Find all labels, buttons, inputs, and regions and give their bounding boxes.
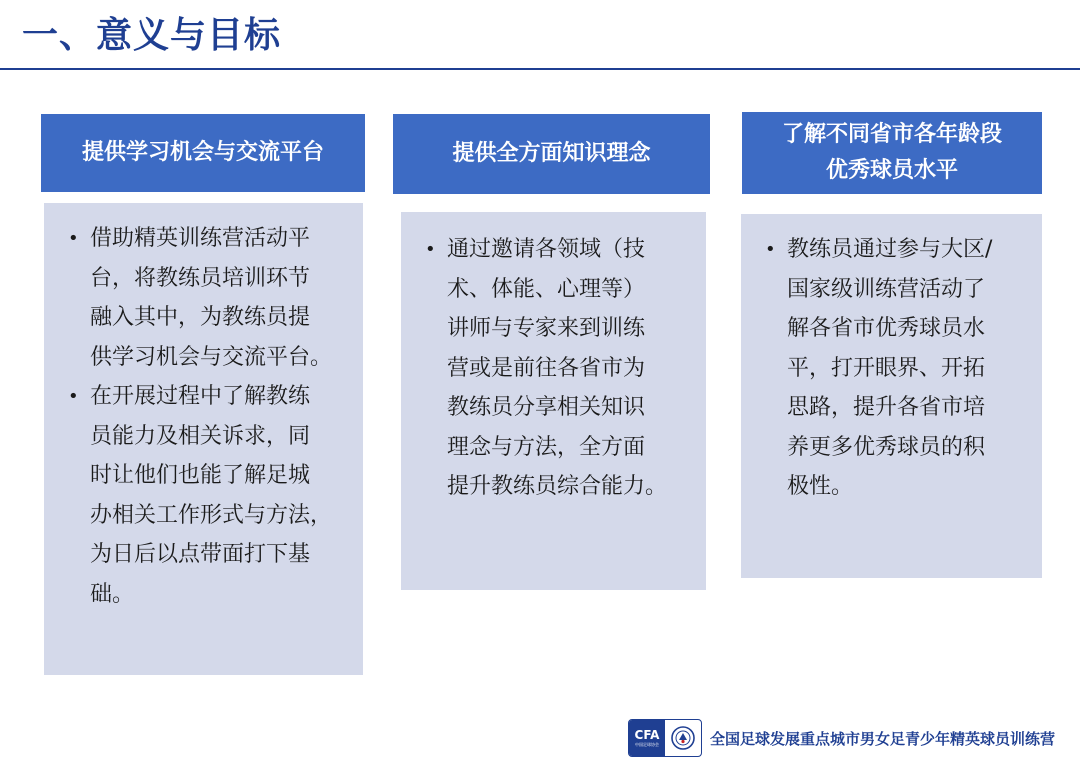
cfa-logo-text: CFA <box>634 728 660 742</box>
bullet-line: 术、体能、心理等） <box>447 276 646 302</box>
bullet-icon: • <box>68 386 79 407</box>
title-divider <box>0 68 1080 70</box>
column-2-heading-line-1: 提供全方面知识理念 <box>452 141 651 166</box>
footer-branding <box>628 718 1055 758</box>
bullet-line: 解各省市优秀球员水 <box>787 316 986 341</box>
column-1-body <box>44 203 363 675</box>
bullet-line: 教练员通过参与大区/ <box>787 237 993 262</box>
bullet-line: 办相关工作形式与方法， <box>90 502 333 528</box>
cfa-emblem-icon <box>665 720 701 756</box>
column-2-heading <box>393 114 710 194</box>
bullet-line: 思路，提升各省市培 <box>787 395 986 420</box>
bullet-icon: • <box>425 239 436 260</box>
bullet-line: 借助精英训练营活动平 <box>90 226 311 251</box>
column-3-body <box>741 214 1042 578</box>
bullet-line: 营或是前往各省市为 <box>447 355 646 381</box>
bullet-line: 教练员分享相关知识 <box>447 395 646 420</box>
column-3-heading-line-1: 了解不同省市各年龄段 <box>781 122 1002 147</box>
cfa-logo-text-block <box>629 720 665 756</box>
bullet-line: 提升教练员综合能力。 <box>447 474 668 499</box>
page-title: 一、意义与目标 <box>22 15 282 56</box>
bullet-line: 融入其中，为教练员提 <box>90 305 311 330</box>
bullet-icon: • <box>68 228 79 249</box>
column-3-bullet-1 <box>755 230 1034 507</box>
footer-program-name: 全国足球发展重点城市男女足青少年精英球员训练营 <box>710 729 1056 748</box>
bullet-line: 讲师与专家来到训练 <box>447 316 646 341</box>
cfa-logo <box>628 719 702 757</box>
bullet-line: 在开展过程中了解教练 <box>90 384 311 409</box>
bullet-line: 供学习机会与交流平台。 <box>90 344 333 370</box>
bullet-line: 台，将教练员培训环节 <box>90 265 311 291</box>
bullet-icon: • <box>765 239 776 260</box>
bullet-line: 国家级训练营活动了 <box>787 276 986 302</box>
cfa-logo-subtext: 中国足球协会 <box>635 742 659 747</box>
bullet-line: 平，打开眼界、开拓 <box>787 355 986 381</box>
column-2-bullet-1 <box>415 230 696 507</box>
column-1-heading-line-1: 提供学习机会与交流平台 <box>81 140 324 165</box>
bullet-line: 时让他们也能了解足城 <box>90 463 311 488</box>
bullet-line: 理念与方法，全方面 <box>447 434 646 460</box>
column-1-bullet-1 <box>58 219 351 377</box>
bullet-line: 员能力及相关诉求，同 <box>90 423 311 449</box>
bullet-line: 为日后以点带面打下基 <box>90 542 311 567</box>
bullet-line: 极性。 <box>787 474 854 499</box>
column-3-heading <box>742 112 1042 194</box>
column-1-bullet-2 <box>58 377 351 614</box>
bullet-line: 础。 <box>90 581 135 607</box>
column-2-body <box>401 212 706 590</box>
bullet-line: 养更多优秀球员的积 <box>787 434 986 460</box>
column-3-heading-line-2: 优秀球员水平 <box>825 158 958 183</box>
bullet-line: 通过邀请各领域（技 <box>447 237 646 262</box>
column-1-heading <box>41 114 365 192</box>
